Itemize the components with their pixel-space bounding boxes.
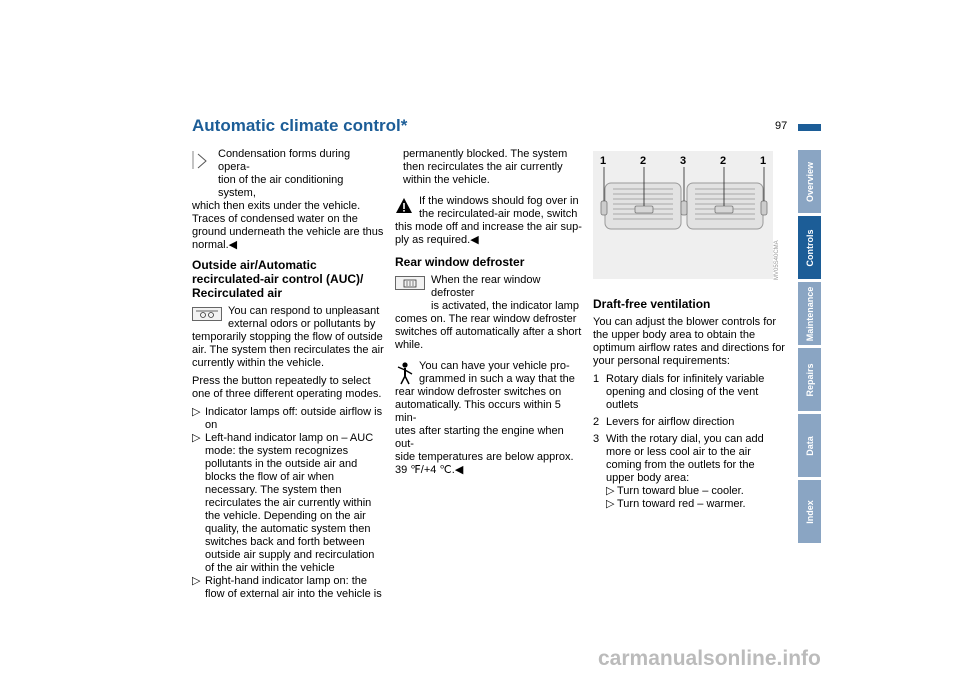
vent-outlets-illustration [593,151,773,279]
sub-item-text: Turn toward red – warmer. [617,498,746,510]
rear-defroster-button-icon [395,276,425,290]
warning-line: the recirculated-air mode, switch [419,208,578,220]
note-line: normal.◀ [192,239,238,251]
bullet-marker: ▷ [192,406,201,418]
figure-label: 3 [680,155,687,167]
column-3 [593,295,785,511]
program-line: side temperatures are below approx. [395,451,574,463]
note-triangle-icon [192,150,212,170]
defroster-line: When the rear window defroster [431,274,541,299]
sub-item [606,498,785,511]
tab-label: Controls [804,229,815,266]
program-line: 39 ℉/+4 ℃.◀ [395,464,464,476]
sub-item-text: Turn toward blue – cooler. [617,485,744,497]
column-1 [192,148,384,601]
tab-data[interactable] [798,414,821,477]
program-line: grammed in such a way that the [419,373,575,385]
figure-label: 2 [640,155,647,167]
respond-line: external odors or pollutants by [228,318,376,330]
note-line: tion of the air conditioning system, [218,174,344,199]
tab-label: Maintenance [804,286,815,341]
warning-icon [395,197,413,214]
section-heading-outside-air: Outside air/Automatic recirculated-air control (AUC)/ Recirculated air [192,258,364,300]
tab-index[interactable] [798,480,821,543]
bullet-marker: ▷ [192,432,201,444]
numbered-item-text: Rotary dials for infinitely variable opening and closing of the vent outlets [606,373,765,411]
warning-line: ply as required.◀ [395,234,479,246]
numbered-item-text: With the rotary dial, you can add more or less cool air to the air coming from the outlets for the upper body area: [606,433,764,484]
draft-free-intro: You can adjust the blower controls for the upper body area to obtain the optimum airflow rates and directions for your personal requirements: [593,316,785,367]
press-instruction: Press the button repeatedly to select one of three different operating modes. [192,375,382,400]
warning-block [395,195,585,247]
item-number: 1 [593,373,600,385]
tab-overview[interactable] [798,150,821,213]
sub-item [606,485,785,498]
tab-label: Repairs [804,362,815,397]
warning-line: this mode off and increase the air sup- [395,221,582,233]
figure-label: 1 [760,155,767,167]
recirculation-button-icon [192,307,222,321]
continued-text: permanently blocked. The system then recirculates the air currently within the vehicle. [403,148,568,186]
numbered-item [593,373,785,412]
respond-line: currently within the vehicle. [192,357,325,369]
numbered-item-text: Levers for airflow direction [606,416,735,428]
warning-line: If the windows should fog over in [419,195,579,207]
item-number: 3 [593,433,600,445]
figure-label: 2 [720,155,727,167]
recirculation-block [192,305,384,370]
header-accent-bar [798,124,821,131]
program-line: You can have your vehicle pro- [419,360,570,372]
program-line: utes after starting the engine when out- [395,425,564,450]
sub-bullet-marker: ▷ [606,498,615,510]
program-block [395,360,585,477]
page-number: 97 [775,120,788,132]
figure-label: 1 [600,155,607,167]
program-line: rear window defroster switches on [395,386,562,398]
figure-code-wrap [774,218,782,280]
column-2 [395,148,585,477]
tab-controls[interactable] [798,216,821,279]
tab-label: Data [804,435,815,456]
note-line: Traces of condensed water on the [192,213,358,225]
item-number: 2 [593,416,600,428]
sub-bullet-marker: ▷ [606,485,615,497]
figure-code: MV05S40CMA [774,240,780,280]
defroster-line: is activated, the indicator lamp [431,300,579,312]
note-line: which then exits under the vehicle. [192,200,361,212]
tab-label: Overview [804,161,815,202]
note-block [192,148,384,252]
page-title: Automatic climate control* [192,116,408,135]
tab-label: Index [804,499,815,524]
tab-repairs[interactable] [798,348,821,411]
defroster-line: while. [395,339,424,351]
list-item-text: Indicator lamps off: outside airflow is on [205,406,383,431]
numbered-item [593,416,785,429]
list-item [192,432,384,575]
bullet-marker: ▷ [192,575,201,587]
program-line: automatically. This occurs within 5 min- [395,399,561,424]
site-watermark: carmanualsonline.info [598,647,821,670]
section-heading-rear-defroster: Rear window defroster [395,255,525,269]
vent-diagram [593,151,773,279]
list-item [192,406,384,432]
note-line: Condensation forms during opera- [218,148,351,173]
defroster-line: comes on. The rear window defroster [395,313,577,325]
respond-line: temporarily stopping the flow of outside [192,331,383,343]
respond-line: You can respond to unpleasant [228,305,380,317]
note-line: ground underneath the vehicle are thus [192,226,384,238]
defroster-line: switches off automatically after a short [395,326,582,338]
section-heading-draft-free: Draft-free ventilation [593,297,711,311]
service-person-icon [395,361,415,385]
defroster-block [395,274,585,352]
list-item-text: Right-hand indicator lamp on: the flow of external air into the vehicle is [205,575,382,600]
respond-line: air. The system then recirculates the air [192,344,384,356]
list-item-text: Left-hand indicator lamp on – AUC mode: the system recognizes pollutants in the outside air and blocks the flow of air when necessary. The system then recirculates the air currently within the vehicle. Depending on the air quality, the automatic system then switches back and forth between outside air supply and recirculation of the air within the vehicle [205,432,375,574]
list-item [192,575,384,601]
numbered-item [593,433,785,511]
chapter-tabs [798,150,821,546]
tab-maintenance[interactable] [798,282,821,345]
